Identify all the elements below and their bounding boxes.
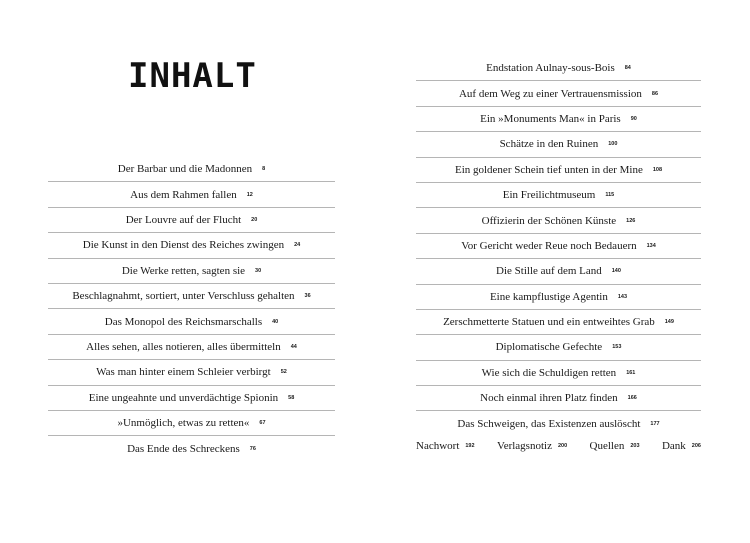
toc-entry-page: 20 bbox=[251, 216, 258, 223]
toc-entry-title: Eine kampflustige Agentin bbox=[489, 290, 608, 303]
toc-entry-page: 44 bbox=[290, 343, 297, 350]
toc-entry-page: 90 bbox=[630, 115, 637, 122]
toc-entry bbox=[416, 361, 701, 386]
toc-entry-page: 140 bbox=[611, 268, 621, 275]
toc-entry-title: Der Louvre auf der Flucht bbox=[125, 213, 242, 226]
toc-entry-page: 67 bbox=[259, 420, 266, 427]
toc-entry-title: Noch einmal ihren Platz finden bbox=[480, 392, 618, 405]
toc-entry-title: Der Barbar und die Madonnen bbox=[117, 163, 253, 176]
toc-entry-title: Die Kunst in den Dienst des Reiches zwingen bbox=[82, 239, 285, 252]
toc-entry-title: Endstation Aulnay-sous-Bois bbox=[486, 62, 615, 75]
toc-entry-title: Aus dem Rahmen fallen bbox=[130, 188, 237, 201]
toc-left-column bbox=[48, 157, 335, 462]
toc-entry-page: 12 bbox=[246, 191, 253, 198]
toc-entry-page: 177 bbox=[650, 421, 660, 428]
toc-entry-title: Zerschmetterte Statuen und ein entweihtes Grab bbox=[443, 316, 655, 329]
toc-entry-title: Die Werke retten, sagten sie bbox=[121, 264, 246, 277]
toc-entry-title: Diplomatische Gefechte bbox=[495, 341, 603, 354]
toc-right-column bbox=[416, 56, 701, 437]
toc-entry-page: 166 bbox=[627, 395, 637, 402]
backmatter-title: Verlagsnotiz bbox=[496, 440, 552, 452]
toc-entry bbox=[48, 182, 335, 207]
backmatter-page: 206 bbox=[691, 443, 701, 449]
toc-entry-page: 126 bbox=[626, 217, 636, 224]
toc-entry bbox=[416, 335, 701, 360]
toc-entry bbox=[416, 56, 701, 81]
toc-entry bbox=[416, 234, 701, 259]
toc-entry-page: 115 bbox=[605, 192, 615, 199]
toc-entry-page: 100 bbox=[608, 141, 618, 148]
toc-entry-title: Das Ende des Schreckens bbox=[127, 442, 240, 455]
toc-entry-page: 30 bbox=[255, 267, 262, 274]
toc-entry-title: Auf dem Weg zu einer Vertrauensmission bbox=[458, 87, 642, 100]
toc-entry-page: 24 bbox=[294, 242, 301, 249]
toc-entry-title: »Unmöglich, etwas zu retten« bbox=[117, 417, 250, 430]
toc-entry bbox=[48, 411, 335, 436]
toc-entry-page: 149 bbox=[664, 319, 674, 326]
toc-entry-title: Beschlagnahmt, sortiert, unter Verschluss gehalten bbox=[72, 290, 295, 303]
toc-entry-title: Was man hinter einem Schleier verbirgt bbox=[96, 366, 271, 379]
page-title: INHALT bbox=[128, 56, 257, 96]
toc-entry-title: Ein »Monuments Man« in Paris bbox=[480, 112, 621, 125]
toc-entry bbox=[416, 183, 701, 208]
toc-entry-title: Das Monopol des Reichsmarschalls bbox=[104, 315, 263, 328]
toc-entry-title: Eine ungeahnte und unverdächtige Spionin bbox=[88, 391, 279, 404]
toc-entry bbox=[48, 284, 335, 309]
toc-entry bbox=[48, 309, 335, 334]
toc-entry-title: Offizierin der Schönen Künste bbox=[481, 214, 617, 227]
toc-entry bbox=[48, 259, 335, 284]
toc-entry-page: 36 bbox=[304, 293, 311, 300]
toc-entry bbox=[48, 157, 335, 182]
backmatter-page: 203 bbox=[630, 443, 640, 449]
toc-entry-page: 108 bbox=[652, 166, 663, 173]
backmatter-item bbox=[416, 440, 475, 452]
toc-entry bbox=[48, 208, 335, 233]
toc-entry-page: 76 bbox=[249, 445, 256, 452]
toc-entry-page: 52 bbox=[280, 369, 287, 376]
toc-entry-page: 153 bbox=[612, 344, 622, 351]
toc-entry-page: 84 bbox=[624, 65, 631, 72]
toc-entry bbox=[416, 81, 701, 106]
toc-entry bbox=[48, 386, 335, 411]
toc-entry-page: 86 bbox=[651, 90, 659, 97]
toc-entry-title: Vor Gericht weder Reue noch Bedauern bbox=[461, 239, 637, 252]
toc-entry bbox=[416, 158, 701, 183]
toc-entry bbox=[416, 310, 701, 335]
toc-entry bbox=[48, 360, 335, 385]
toc-entry-page: 143 bbox=[617, 293, 628, 300]
toc-entry bbox=[48, 436, 335, 461]
toc-entry-page: 58 bbox=[288, 394, 295, 401]
toc-entry bbox=[48, 335, 335, 360]
toc-entry-title: Schätze in den Ruinen bbox=[499, 138, 599, 151]
toc-entry bbox=[416, 411, 701, 436]
toc-entry-page: 8 bbox=[262, 166, 266, 173]
backmatter-page: 200 bbox=[557, 443, 568, 449]
backmatter-page: 192 bbox=[465, 443, 475, 449]
backmatter-title: Quellen bbox=[589, 440, 625, 452]
backmatter-title: Dank bbox=[661, 440, 686, 452]
toc-entry-page: 40 bbox=[272, 318, 279, 325]
toc-entry-title: Die Stille auf dem Land bbox=[496, 265, 602, 278]
toc-entry bbox=[416, 208, 701, 233]
toc-entry bbox=[416, 107, 701, 132]
toc-entry-page: 134 bbox=[646, 242, 656, 249]
toc-entry bbox=[416, 132, 701, 157]
toc-entry bbox=[48, 233, 335, 258]
toc-entry-title: Ein goldener Schein tief unten in der Mine bbox=[454, 163, 643, 176]
toc-entry-title: Das Schweigen, das Existenzen auslöscht bbox=[457, 418, 641, 431]
toc-entry-title: Ein Freilichtmuseum bbox=[502, 189, 596, 202]
toc-entry-title: Wie sich die Schuldigen retten bbox=[481, 366, 617, 379]
backmatter-row bbox=[416, 440, 701, 452]
backmatter-title: Nachwort bbox=[416, 440, 460, 452]
backmatter-item bbox=[662, 440, 701, 452]
toc-entry bbox=[416, 386, 701, 411]
backmatter-item bbox=[590, 440, 640, 452]
toc-entry bbox=[416, 285, 701, 310]
toc-entry-page: 161 bbox=[626, 369, 636, 376]
backmatter-item bbox=[497, 440, 567, 452]
toc-entry bbox=[416, 259, 701, 284]
toc-entry-title: Alles sehen, alles notieren, alles übermitteln bbox=[86, 340, 281, 353]
